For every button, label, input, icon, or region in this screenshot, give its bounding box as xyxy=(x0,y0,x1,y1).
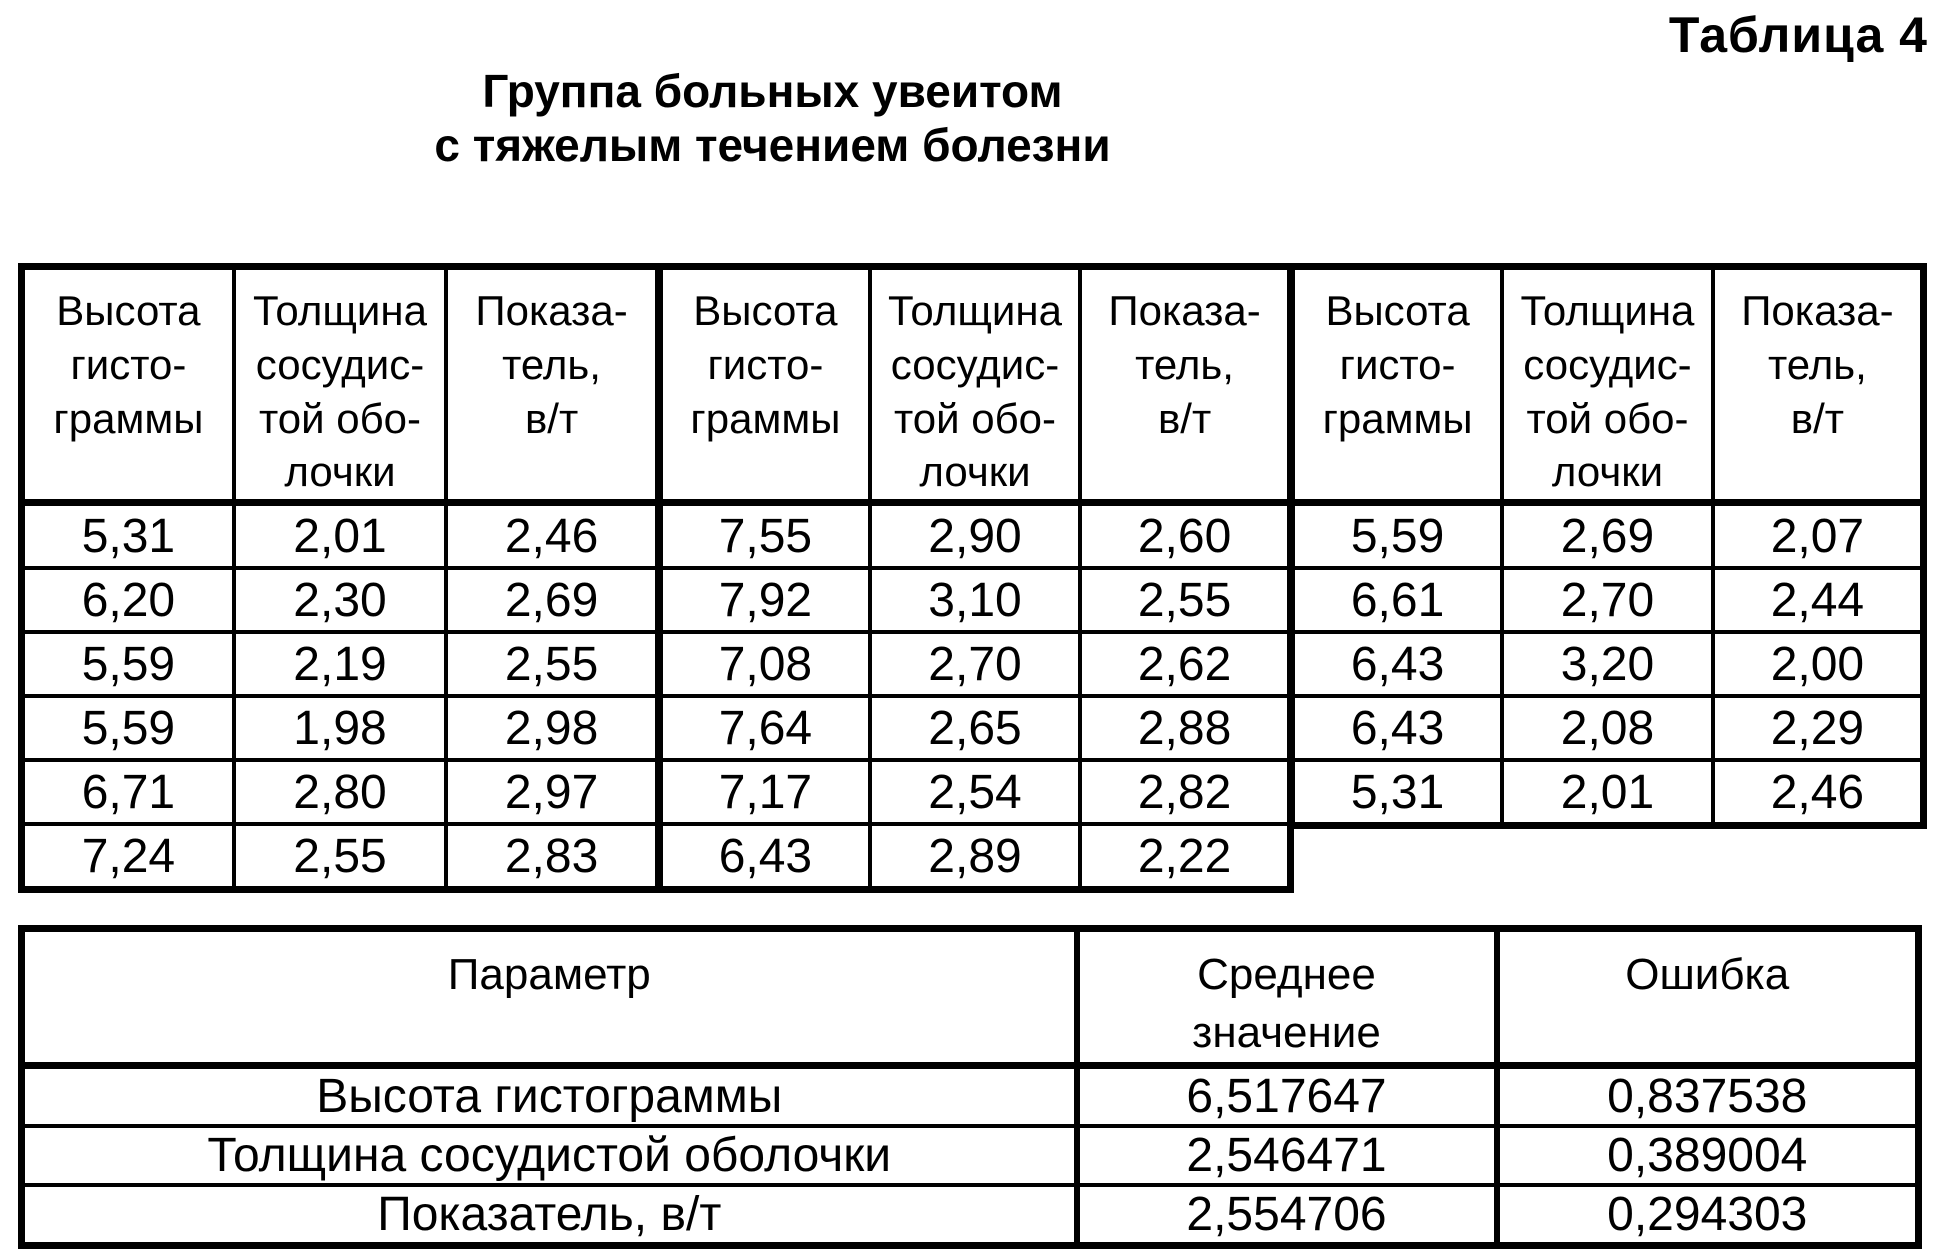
data-cell: 6,71 xyxy=(22,760,234,824)
group-2-header xyxy=(660,267,1291,503)
data-cell: 7,92 xyxy=(660,568,870,632)
measurements-table-group-2 xyxy=(656,263,1294,893)
data-cell: 2,19 xyxy=(234,632,446,696)
summary-error-cell: 0,389004 xyxy=(1497,1126,1919,1185)
summary-parameter-cell: Высота гистограммы xyxy=(22,1066,1077,1127)
table-row xyxy=(660,503,1291,569)
data-cell: 2,07 xyxy=(1713,503,1924,569)
data-cell: 5,31 xyxy=(22,503,234,569)
group-2-body xyxy=(660,503,1291,890)
column-header-choroid-thickness: Толщина сосудис- той обо- лочки xyxy=(870,267,1080,503)
data-cell: 6,61 xyxy=(1292,568,1503,632)
column-header-choroid-thickness: Толщина сосудис- той обо- лочки xyxy=(1502,267,1713,503)
data-cell: 6,20 xyxy=(22,568,234,632)
data-cell: 5,31 xyxy=(1292,760,1503,826)
group-1-header xyxy=(22,267,659,503)
column-header-index: Показа- тель, в/т xyxy=(1080,267,1290,503)
header-row xyxy=(1292,267,1924,503)
summary-error-cell: 0,837538 xyxy=(1497,1066,1919,1127)
data-cell: 2,70 xyxy=(1502,568,1713,632)
data-cell: 2,30 xyxy=(234,568,446,632)
column-header-choroid-thickness: Толщина сосудис- той обо- лочки xyxy=(234,267,446,503)
data-cell: 2,80 xyxy=(234,760,446,824)
summary-statistics-table xyxy=(18,925,1922,1249)
data-cell: 2,89 xyxy=(870,824,1080,890)
data-cell: 6,43 xyxy=(1292,632,1503,696)
document-title xyxy=(0,64,1545,173)
data-cell: 2,22 xyxy=(1080,824,1290,890)
header-row xyxy=(660,267,1291,503)
data-cell: 2,55 xyxy=(234,824,446,890)
data-cell: 3,20 xyxy=(1502,632,1713,696)
summary-header-parameter: Параметр xyxy=(22,929,1077,1066)
table-row xyxy=(1292,503,1924,569)
table-number-label: Таблица 4 xyxy=(1668,7,1928,63)
data-cell: 5,59 xyxy=(22,632,234,696)
data-cell: 2,90 xyxy=(870,503,1080,569)
data-cell: 2,82 xyxy=(1080,760,1290,824)
data-cell: 2,62 xyxy=(1080,632,1290,696)
summary-row xyxy=(22,1185,1919,1246)
table-row xyxy=(1292,568,1924,632)
data-cell: 6,43 xyxy=(660,824,870,890)
data-cell: 2,01 xyxy=(234,503,446,569)
data-cell: 2,01 xyxy=(1502,760,1713,826)
table-row xyxy=(22,503,659,569)
table-row xyxy=(660,568,1291,632)
data-cell: 2,69 xyxy=(446,568,658,632)
summary-header-error: Ошибка xyxy=(1497,929,1919,1066)
measurements-table-group-3 xyxy=(1288,263,1927,829)
data-cell: 2,08 xyxy=(1502,696,1713,760)
table-row xyxy=(22,696,659,760)
data-cell: 7,64 xyxy=(660,696,870,760)
table-row xyxy=(1292,632,1924,696)
summary-header xyxy=(22,929,1919,1066)
data-cell: 2,44 xyxy=(1713,568,1924,632)
data-cell: 2,88 xyxy=(1080,696,1290,760)
summary-parameter-cell: Показатель, в/т xyxy=(22,1185,1077,1246)
data-cell: 2,97 xyxy=(446,760,658,824)
header-row xyxy=(22,929,1919,1066)
data-cell: 6,43 xyxy=(1292,696,1503,760)
table-row xyxy=(22,632,659,696)
table-row xyxy=(660,632,1291,696)
summary-error-cell: 0,294303 xyxy=(1497,1185,1919,1246)
header-row xyxy=(22,267,659,503)
data-cell: 7,24 xyxy=(22,824,234,890)
table-row xyxy=(660,824,1291,890)
title-line-2: с тяжелым течением болезни xyxy=(434,119,1111,172)
measurements-table-group-1 xyxy=(18,263,662,893)
data-cell: 5,59 xyxy=(22,696,234,760)
data-cell: 2,55 xyxy=(446,632,658,696)
data-cell: 1,98 xyxy=(234,696,446,760)
table-row xyxy=(660,696,1291,760)
summary-mean-cell: 6,517647 xyxy=(1077,1066,1497,1127)
table-row xyxy=(22,760,659,824)
group-1-body xyxy=(22,503,659,890)
table-row xyxy=(1292,760,1924,826)
summary-mean-cell: 2,546471 xyxy=(1077,1126,1497,1185)
data-cell: 2,98 xyxy=(446,696,658,760)
data-cell: 2,46 xyxy=(1713,760,1924,826)
table-row xyxy=(660,760,1291,824)
data-cell: 7,17 xyxy=(660,760,870,824)
title-line-1: Группа больных увеитом xyxy=(482,65,1063,117)
summary-row xyxy=(22,1066,1919,1127)
data-cell: 2,60 xyxy=(1080,503,1290,569)
column-header-histogram-height: Высота гисто- граммы xyxy=(22,267,234,503)
data-cell: 2,54 xyxy=(870,760,1080,824)
summary-header-mean: Среднее значение xyxy=(1077,929,1497,1066)
data-cell: 2,29 xyxy=(1713,696,1924,760)
summary-row xyxy=(22,1126,1919,1185)
summary-mean-cell: 2,554706 xyxy=(1077,1185,1497,1246)
data-cell: 2,69 xyxy=(1502,503,1713,569)
data-cell: 2,65 xyxy=(870,696,1080,760)
data-cell: 2,55 xyxy=(1080,568,1290,632)
data-cell: 2,46 xyxy=(446,503,658,569)
column-header-histogram-height: Высота гисто- граммы xyxy=(660,267,870,503)
column-header-index: Показа- тель, в/т xyxy=(446,267,658,503)
table-row xyxy=(1292,696,1924,760)
column-header-index: Показа- тель, в/т xyxy=(1713,267,1924,503)
data-cell: 5,59 xyxy=(1292,503,1503,569)
summary-body xyxy=(22,1066,1919,1246)
data-cell: 2,70 xyxy=(870,632,1080,696)
data-cell: 7,08 xyxy=(660,632,870,696)
data-cell: 2,83 xyxy=(446,824,658,890)
data-cell: 3,10 xyxy=(870,568,1080,632)
group-3-body xyxy=(1292,503,1924,826)
table-row xyxy=(22,568,659,632)
group-3-header xyxy=(1292,267,1924,503)
summary-parameter-cell: Толщина сосудистой оболочки xyxy=(22,1126,1077,1185)
data-cell: 7,55 xyxy=(660,503,870,569)
data-cell: 2,00 xyxy=(1713,632,1924,696)
table-row xyxy=(22,824,659,890)
column-header-histogram-height: Высота гисто- граммы xyxy=(1292,267,1503,503)
